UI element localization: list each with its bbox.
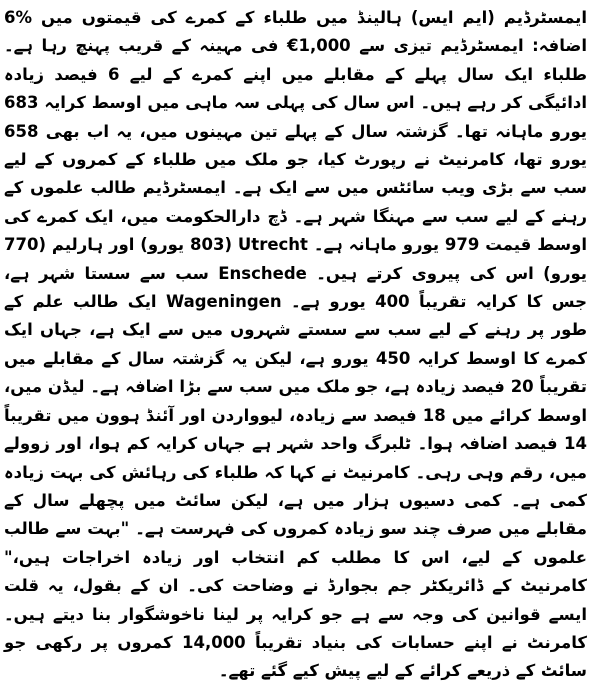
article-paragraph: ایمسٹرڈیم (ایم ایس) ہالینڈ میں طلباء کے کمرے کی قیمتوں میں %6 اضافہ: ایمسٹرڈیم تیزی سے 1,000€ فی مہینہ کے قریب پہنچ رہا ہے۔ طلباء ایک سال پہلے کے مقابلے میں اپنے کمرے کے لیے 6 فیصد زیادہ ادائیگی کر رہے ہیں۔ اس سال کی پہلی سہ ماہی میں اوسط کرایہ 683 یورو ماہانہ تھا۔ گزشتہ سال کے پہلے تین مہینوں میں، یہ اب بھی 658 یورو تھا، کامرنیٹ نے رپورٹ کیا، جو ملک میں طلباء کے کمروں کے لیے سب سے بڑی ویب سائٹس میں سے ایک ہے۔ ایمسٹرڈیم طالب علموں کے رہنے کے لیے سب سے مہنگا شہر ہے۔ ڈچ دارالحکومت میں، ایک کمرے کی اوسط قیمت 979 یورو ماہانہ ہے۔ Utrecht (803 یورو) اور ہارلیم (770 یورو) اس کی پیروی کرتے ہیں۔ Enschede سب سے سستا شہر ہے، جس کا کرایہ تقریباً 400 یورو ہے۔ Wageningen ایک طالب علم کے طور پر رہنے کے لیے سب سے سستے شہروں میں سے ایک ہے، جہاں ایک کمرے کا اوسط کرایہ 450 یورو ہے، لیکن یہ گزشتہ سال کے مقابلے میں تقریباً 20 فیصد زیادہ ہے، جو ملک میں سب سے بڑا اضافہ ہے۔ لیڈن میں، اوسط کرائے میں 18 فیصد سے زیادہ، لیوواردن اور آئنڈ ہوون میں تقریباً 14 فیصد اضافہ ہوا۔ ٹلبرگ واحد شہر ہے جہاں کرایہ کم ہوا، اور زوولے میں، رقم وہی رہی۔ کامرنیٹ نے کہا کہ طلباء کی رہائش کی بہت زیادہ کمی ہے۔ کمی دسیوں ہزار میں ہے، لیکن سائٹ میں پچھلے سال کے مقابلے میں صرف چند سو زیادہ کمروں کی فہرست ہے۔ "بہت سے طالب علموں کے لیے، اس کا مطلب کم انتخاب اور زیادہ اخراجات ہیں،" کامرنیٹ کے ڈائریکٹر جم بجوارڈ نے وضاحت کی۔ ان کے بقول، یہ قلت ایسے قوانین کی وجہ سے ہے جو کرایہ پر لینا ناخوشگوار بنا دیتے ہیں۔ کامرنٹ نے اپنے حسابات کی بنیاد تقریباً 14,000 کمروں پر رکھی جو سائٹ کے ذریعے کرائے کے لیے پیش کیے گئے تھے۔ [4, 8, 588, 681]
